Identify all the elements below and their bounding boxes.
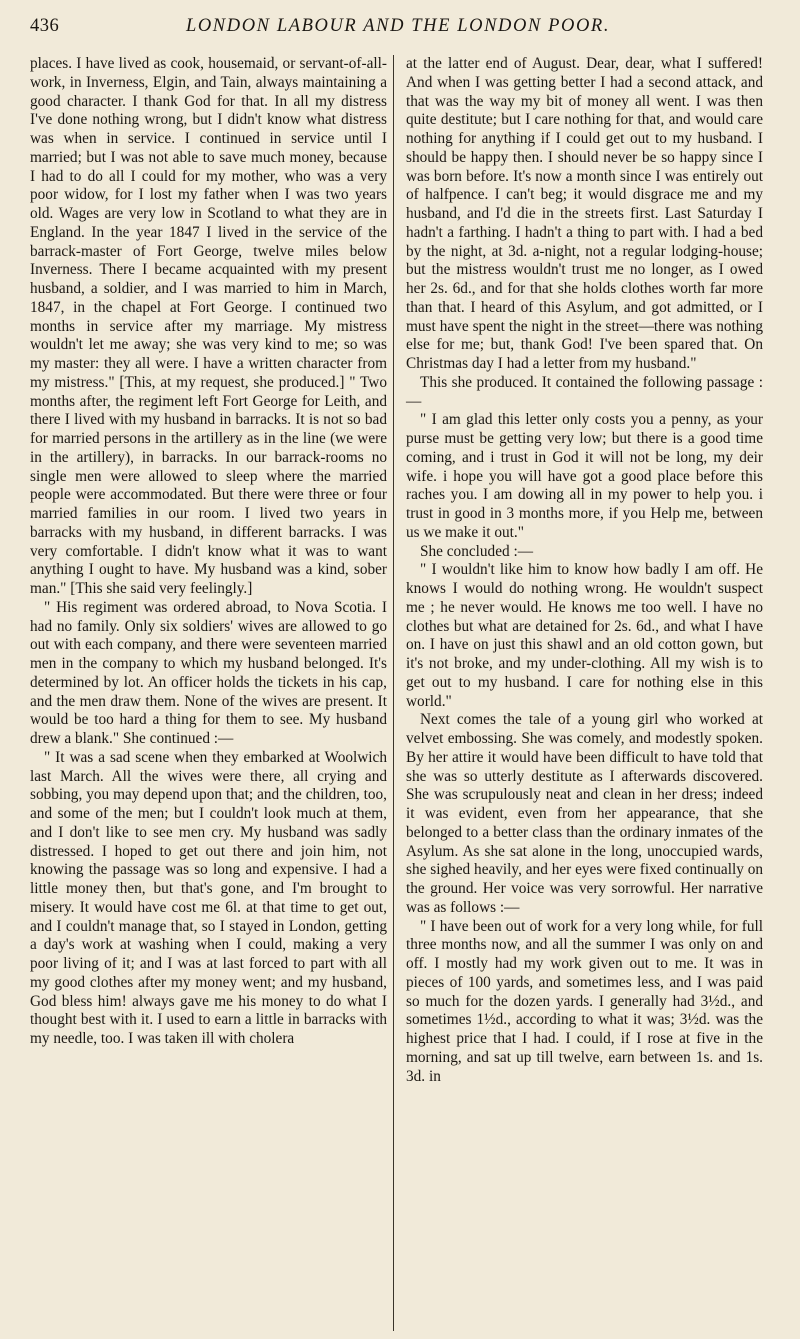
paragraph: " His regiment was ordered abroad, to Nova Scotia. I had no family. Only six soldiers' wives are allowed to go out with each company, and there were seventeen married men in the company to which my husband belonged. It's determined by lot. An officer holds the tickets in his cap, and the men draw them. None of the wives are present. It would be too hard a thing for them to see. My husband drew a blank." She continued :—: [30, 598, 387, 747]
text-columns: [30, 55, 763, 1086]
paragraph: " I wouldn't like him to know how badly I am off. He knows I would do nothing wrong. He wouldn't suspect me ; he never would. He knows me too well. I have no clothes but what are detained for 2s. 6d., and what I have on. I have on just this shawl and an old cotton gown, but it's not broke, and my under-clothing. All my wish is to get out to my husband. I care for nothing else in this world.": [406, 561, 763, 710]
paragraph: " I have been out of work for a very long while, for full three months now, and all the summer I was only on and off. I mostly had my work given out to me. It was in pieces of 100 yards, and sometimes less, and I was paid so much for the dozen yards. I generally had 3½d., and sometimes 1½d., according to what it was; 3½d. was the highest price that I had. I could, if I rose at five in the morning, and sat up till twelve, earn between 1s. and 1s. 3d. in: [406, 917, 763, 1085]
running-head: LONDON LABOUR AND THE LONDON POOR.: [185, 16, 611, 36]
paragraph: This she produced. It contained the following passage :—: [406, 373, 763, 410]
paragraph: She concluded :—: [420, 542, 534, 560]
paragraph: at the latter end of August. Dear, dear, what I suffered! And when I was getting better I had a second attack, and that was the way my bit of money all went. I was then quite destitute; but I care nothing for that, and would care nothing for anything if I could get out to my husband. I should be happy then. I should never be so happy since I was born before. It's now a month since I was entirely out of halfpence. I can't beg; it would disgrace me and my husband, and I'd die in the streets first. Last Saturday I hadn't a farthing. I hadn't a thing to part with. I had a bed by the night, at 3d. a-night, not a regular lodging-house; but the mistress wouldn't trust me no longer, as I owed her 2s. 6d., and for that she holds clothes worth far more than that. I heard of this Asylum, and got admitted, or I must have spent the night in the street—there was nothing else for me; but, thank God! I've been spared that. On Christmas day I had a letter from my husband.": [406, 55, 763, 372]
paragraph: " I am glad this letter only costs you a penny, as your purse must be getting very low; but there is a good time coming, and i trust in God it will not be long, my deir wife. i hope you will have got a good place before this raches you. I am dowing all in my power to help you. i trust in good in 3 months more, if you Help me, between us we make it out.": [406, 411, 763, 541]
right-column: [406, 55, 763, 1086]
column-divider: [393, 55, 394, 1331]
paragraph: Next comes the tale of a young girl who worked at velvet embossing. She was comely, and modestly spoken. By her attire it would have been difficult to have told that she was so utterly destitute as I afterwards discovered. She was scrupulously neat and clean in her dress; indeed it was evident, even from her appearance, that she belonged to a better class than the ordinary inmates of the Asylum. As she sat alone in the long, unoccupied wards, she sighed heavily, and her eyes were fixed continually on the ground. Her voice was very sorrowful. Her narrative was as follows :—: [406, 711, 763, 916]
page-header: [30, 14, 766, 44]
paragraph: places. I have lived as cook, housemaid, or servant-of-all-work, in Inverness, Elgin, and Tain, always maintaining a good character. I thank God for that. In all my distress I've done nothing wrong, but I didn't know what distress was when in service. I continued in service until I married; but I was not able to save much money, because I had to do all I could for my mother, who was a very poor widow, for I lost my father when I was two years old. Wages are very low in Scotland to what they are in England. In the year 1847 I lived in the service of the barrack-master of Fort George, twelve miles below Inverness. There I became acquainted with my present husband, a soldier, and I was married to him in March, 1847, in the chapel at Fort George. I continued two months in service after my marriage. My mistress wouldn't let me away; she was very kind to me; so was my master: they all were. I have a written character from my mistress." [This, at my request, she produced.] " Two months after, the regiment left Fort George for Leith, and there I lived with my husband in barracks. It is not so bad for married persons in the artillery as in the line (we were in the artillery), in barracks. In our barrack-rooms no single men were allowed to sleep where the married people were accommodated. But there were three or four married families in our room. I lived two years in barracks with my husband, in different barracks. I was very comfortable. I didn't know what it was to want anything I ought to have. My husband was a kind, sober man." [This she said very feelingly.]: [30, 55, 387, 597]
paragraph: " It was a sad scene when they embarked at Woolwich last March. All the wives were there, all crying and sobbing, you may depend upon that; and the children, too, and some of the men; but I couldn't look much at them, and I don't like to see men cry. My husband was sadly distressed. I hoped to get out there and join him, not knowing the passage was so long and expensive. I had a little money then, but that's gone, and I'm brought to misery. It would have cost me 6l. at that time to get out, and I couldn't manage that, so I stayed in London, getting a day's work at washing when I could, making a very poor living of it; and I was at last forced to part with all my good clothes after my money went; and my husband, God bless him! always gave me his money to do what I thought best with it. I used to earn a little in barracks with my needle, too. I was taken ill with cholera: [30, 748, 387, 1047]
left-column: [30, 55, 387, 1086]
page-number: 436: [30, 16, 60, 36]
